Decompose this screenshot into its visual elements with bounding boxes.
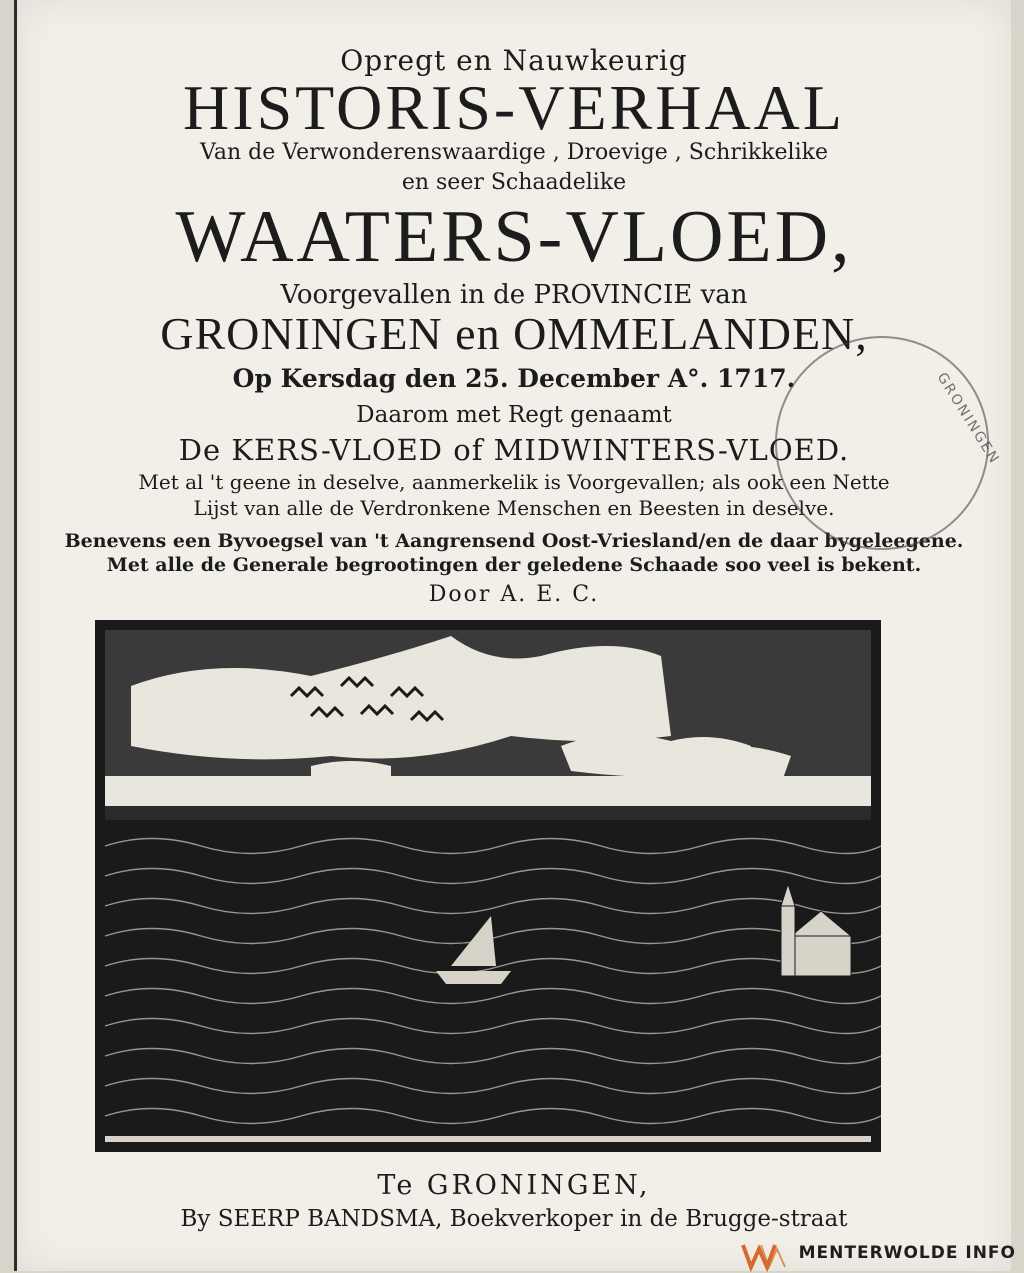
imprint-city: Te GRONINGEN, bbox=[377, 1170, 651, 1201]
title-line-12: Lijst van alle de Verdronkene Menschen en Beesten in deselve. bbox=[193, 496, 835, 520]
imprint-publisher: By SEERP BANDSMA, Boekverkoper in de Brugge-straat bbox=[180, 1206, 848, 1232]
title-line-14: Met alle de Generale begrootingen der geledene Schaade soo veel is bekent. bbox=[106, 554, 922, 576]
title-line-9: Daarom met Regt genaamt bbox=[356, 402, 672, 428]
title-line-4: en seer Schaadelike bbox=[401, 170, 627, 195]
main-title-historis-verhaal: HISTORIS-VERHAAL bbox=[183, 72, 845, 143]
library-stamp bbox=[775, 336, 989, 550]
watermark-title: MENTERWOLDE INFO bbox=[798, 1243, 1016, 1263]
stamp-text: GRONINGEN bbox=[933, 370, 1003, 468]
main-title-waaters-vloed: WAATERS-VLOED, bbox=[175, 196, 853, 278]
title-groningen-ommelanden: GRONINGEN en OMMELANDEN, bbox=[160, 308, 868, 359]
title-line-11: Met al 't geene in deselve, aanmerkelik is Voorgevallen; als ook een Nette bbox=[138, 470, 890, 494]
menterwolde-logo-icon bbox=[739, 1237, 791, 1273]
title-line-3: Van de Verwonderenswaardige , Droevige , Schrikkelike bbox=[200, 140, 828, 165]
watermark bbox=[799, 1243, 1016, 1263]
title-line-6: Voorgevallen in de PROVINCIE van bbox=[280, 280, 748, 310]
title-date-line: Op Kersdag den 25. December A°. 1717. bbox=[232, 364, 796, 393]
title-line-1: Opregt en Nauwkeurig bbox=[340, 44, 688, 77]
title-author: Door A. E. C. bbox=[428, 582, 600, 607]
title-page bbox=[14, 0, 1011, 1271]
flood-woodcut-illustration bbox=[91, 616, 885, 1156]
title-kers-vloed: De KERS-VLOED of MIDWINTERS-VLOED. bbox=[178, 433, 850, 467]
title-line-13: Benevens een Byvoegsel van 't Aangrensend Oost-Vriesland/en de daar bygeleegene. bbox=[64, 530, 964, 552]
